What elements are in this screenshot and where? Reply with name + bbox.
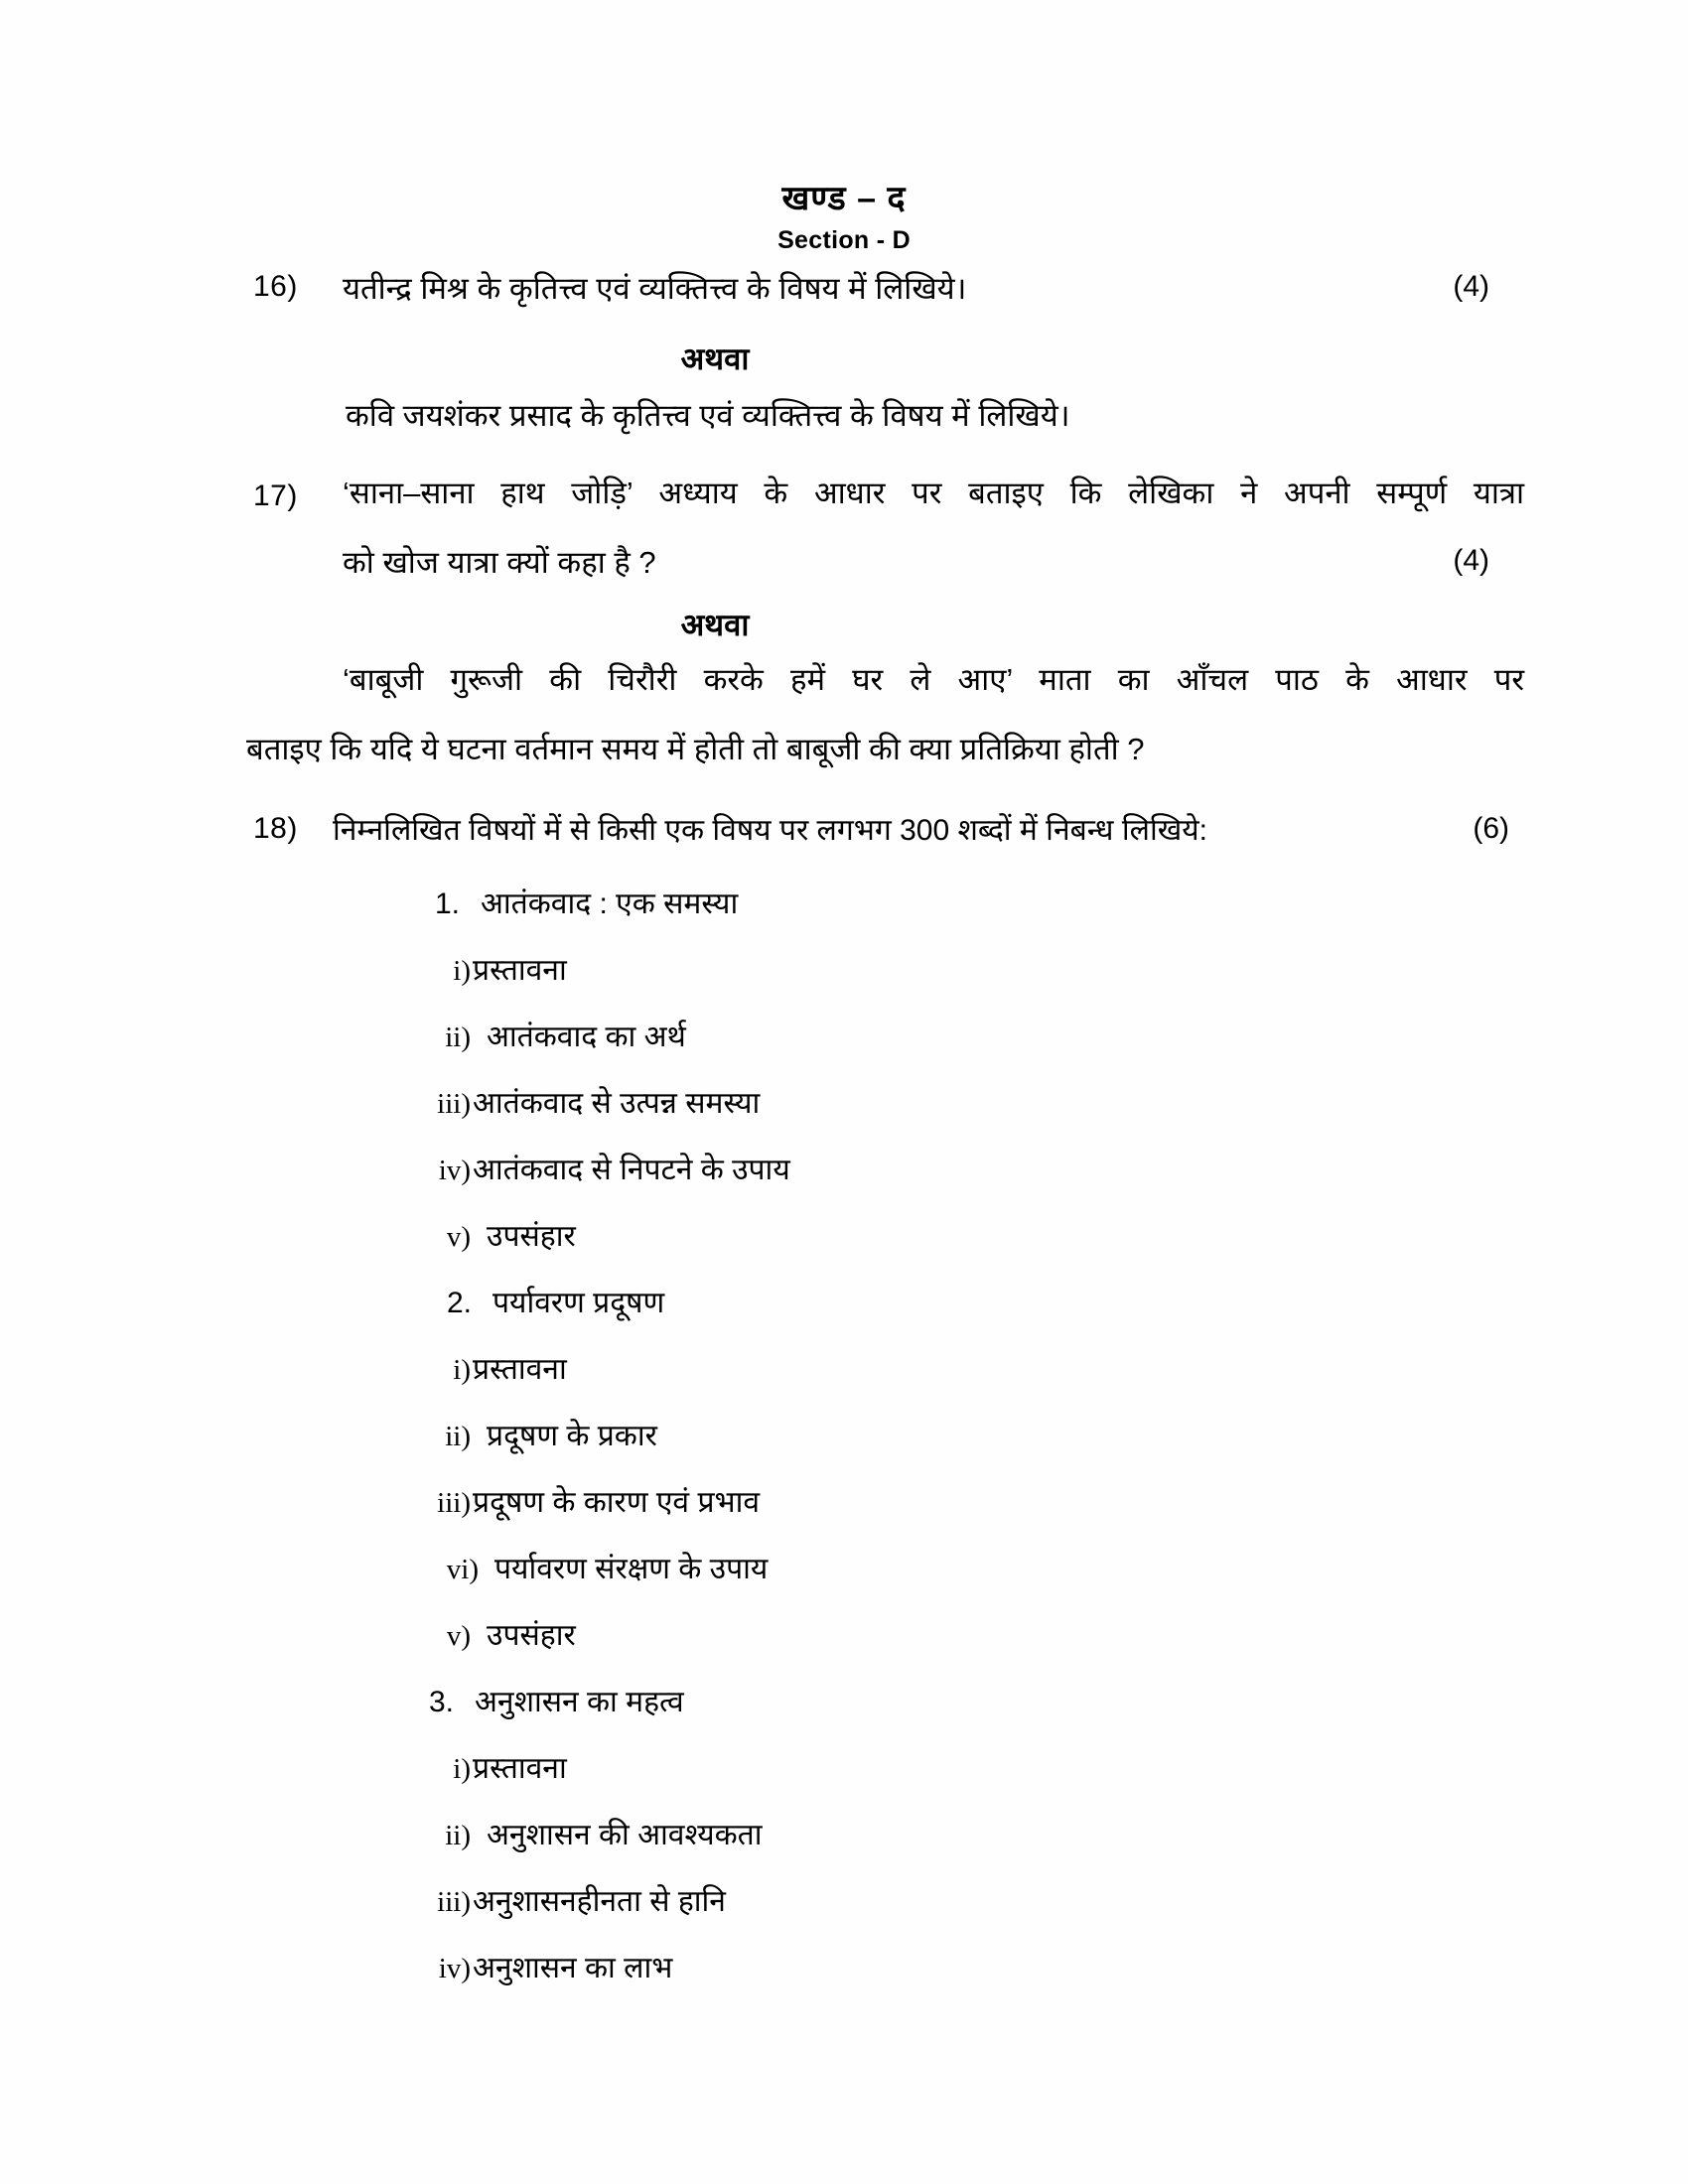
- question-17-text-line-1: ‘साना–साना हाथ जोड़ि’ अध्याय के आधार पर बताइए कि लेखिका ने अपनी सम्पूर्ण यात्रा: [343, 476, 1524, 510]
- essay-topic-2-subitem-5: [407, 1613, 576, 1654]
- question-number-16: 16): [253, 270, 298, 303]
- essay-topic-3-subitem-2: [407, 1813, 763, 1853]
- essay-topic-2-subitem-2-label: प्रदूषण के प्रकार: [487, 1420, 657, 1452]
- essay-topic-2-subitem-5-label: उपसंहार: [487, 1619, 576, 1652]
- essay-topic-3-subitem-4-label: अनुशासन का लाभ: [473, 1952, 673, 1984]
- essay-topic-1: [435, 882, 738, 922]
- question-17-or-label: अथवा: [680, 608, 750, 642]
- essay-topic-1-subitem-5: [407, 1214, 576, 1255]
- essay-topic-3-subitem-3-label: अनुशासनहीनता से हानि: [473, 1885, 726, 1918]
- essay-topic-1-subitem-4-numeral: iv): [438, 1155, 471, 1186]
- question-18-text-line-1: निम्नलिखित विषयों में से किसी एक विषय पर लगभग 300 शब्दों में निबन्ध लिखिये:: [333, 814, 1207, 847]
- essay-topic-2-subitem-4-numeral: vi): [446, 1554, 479, 1585]
- essay-topic-1-subitem-2-numeral: ii): [445, 1022, 471, 1053]
- essay-topic-1-subitem-3-label: आतंकवाद से उत्पन्न समस्या: [473, 1087, 761, 1120]
- essay-topic-2-subitem-2: [407, 1414, 657, 1454]
- essay-topic-3-subitem-2-label: अनुशासन की आवश्यकता: [487, 1819, 763, 1851]
- essay-topic-1-subitem-1: [407, 948, 567, 989]
- essay-topic-3-subitem-4-numeral: iv): [438, 1953, 471, 1984]
- essay-topic-3-title: अनुशासन का महत्व: [475, 1686, 684, 1718]
- essay-topic-2-subitem-3-numeral: iii): [437, 1487, 471, 1519]
- essay-topic-3-subitem-3-numeral: iii): [437, 1886, 471, 1918]
- essay-topic-3: [429, 1680, 684, 1720]
- essay-topic-3-number: 3.: [429, 1686, 455, 1718]
- essay-topic-2-subitem-2-numeral: ii): [445, 1421, 471, 1452]
- question-16-text-line-1: यतीन्द्र मिश्र के कृतित्त्व एवं व्यक्तित्त्व के विषय में लिखिये।: [343, 271, 967, 306]
- question-18-marks: (6): [1473, 812, 1509, 845]
- essay-topic-1-subitem-4: [407, 1148, 790, 1188]
- question-17-marks: (4): [1453, 544, 1489, 577]
- essay-topic-2-title: पर्यावरण प्रदूषण: [492, 1287, 665, 1319]
- question-17-alternative-line-2: बताइए कि यदि ये घटना वर्तमान समय में होती तो बाबूजी की क्या प्रतिक्रिया होती ?: [246, 732, 1145, 766]
- question-16-alternative-text: कवि जयशंकर प्रसाद के कृतित्त्व एवं व्यक्तित्त्व के विषय में लिखिये।: [346, 398, 1070, 433]
- essay-topic-3-subitem-1-numeral: i): [453, 1753, 471, 1785]
- essay-topic-1-subitem-5-numeral: v): [446, 1221, 471, 1253]
- question-number-18: 18): [253, 812, 298, 845]
- question-number-17: 17): [253, 479, 298, 512]
- essay-topic-1-subitem-1-numeral: i): [453, 955, 471, 987]
- question-17-alternative-line-1: ‘बाबूजी गुरूजी की चिरौरी करके हमें घर ले आए’ माता का आँचल पाठ के आधार पर: [343, 662, 1524, 697]
- essay-topic-2-subitem-4-label: पर्यावरण संरक्षण के उपाय: [494, 1553, 769, 1585]
- essay-topic-3-subitem-1: [407, 1746, 567, 1787]
- essay-topic-1-subitem-2: [407, 1015, 686, 1055]
- essay-topic-3-subitem-1-label: प्रस्तावना: [473, 1752, 567, 1785]
- essay-topic-2-subitem-3-label: प्रदूषण के कारण एवं प्रभाव: [473, 1486, 761, 1519]
- essay-topic-2-subitem-1: [407, 1347, 567, 1388]
- essay-topic-2-subitem-5-numeral: v): [446, 1620, 471, 1652]
- essay-topic-1-subitem-1-label: प्रस्तावना: [473, 954, 567, 987]
- question-16-marks: (4): [1453, 270, 1489, 303]
- essay-topic-1-number: 1.: [435, 887, 461, 920]
- essay-topic-1-title: आतंकवाद : एक समस्या: [481, 887, 739, 920]
- essay-topic-2: [447, 1281, 664, 1321]
- section-heading-english: Section - D: [777, 226, 911, 254]
- essay-topic-1-subitem-2-label: आतंकवाद का अर्थ: [487, 1021, 686, 1053]
- essay-topic-2-subitem-3: [407, 1480, 760, 1521]
- essay-topic-3-subitem-2-numeral: ii): [445, 1820, 471, 1851]
- essay-topic-2-number: 2.: [447, 1287, 473, 1319]
- essay-topic-3-subitem-3: [407, 1879, 726, 1920]
- essay-topic-1-subitem-3-numeral: iii): [437, 1088, 471, 1120]
- essay-topic-2-subitem-4: [415, 1547, 768, 1587]
- question-16-or-label: अथवा: [680, 341, 750, 376]
- question-17-text-line-2: को खोज यात्रा क्यों कहा है ?: [343, 545, 656, 580]
- essay-topic-1-subitem-4-label: आतंकवाद से निपटने के उपाय: [473, 1154, 790, 1186]
- essay-topic-2-subitem-1-label: प्रस्तावना: [473, 1353, 567, 1386]
- essay-topic-3-subitem-4: [407, 1946, 672, 1986]
- section-heading-hindi: खण्ड – द: [781, 180, 907, 217]
- essay-topic-2-subitem-1-numeral: i): [453, 1354, 471, 1386]
- essay-topic-1-subitem-3: [407, 1081, 760, 1122]
- essay-topic-1-subitem-5-label: उपसंहार: [487, 1220, 576, 1253]
